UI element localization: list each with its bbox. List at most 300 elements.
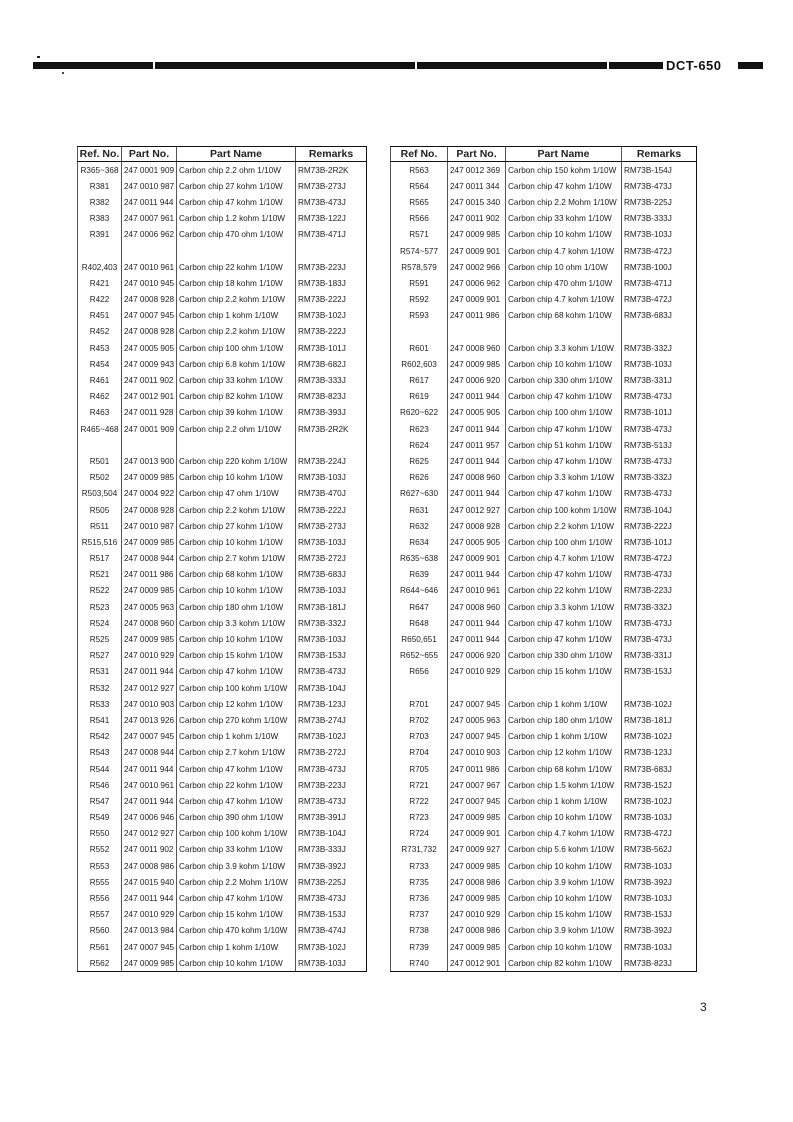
part-no-cell: 247 0009 985 — [448, 858, 506, 874]
part-no-cell: 247 0001 909 — [122, 162, 177, 179]
part-no-cell: 247 0010 945 — [122, 275, 177, 291]
table-row — [391, 470, 697, 486]
remarks-cell: RM73B-513J — [622, 437, 697, 453]
table-row — [78, 777, 367, 793]
table-row — [78, 761, 367, 777]
table-row — [78, 162, 367, 179]
table-row — [78, 453, 367, 469]
column-header-remarks: Remarks — [622, 147, 697, 162]
table-row — [78, 664, 367, 680]
remarks-cell: RM73B-153J — [296, 648, 367, 664]
part-name-cell: Carbon chip 47 kohm 1/10W — [506, 389, 622, 405]
part-no-cell: 247 0011 944 — [122, 793, 177, 809]
ref-no-cell: R517 — [78, 551, 122, 567]
remarks-cell: RM73B-471J — [622, 275, 697, 291]
remarks-cell: RM73B-103J — [622, 890, 697, 906]
part-no-cell: 247 0010 929 — [448, 907, 506, 923]
part-no-cell: 247 0011 928 — [122, 405, 177, 421]
table-row — [391, 567, 697, 583]
table-row — [391, 389, 697, 405]
part-no-cell: 247 0009 985 — [448, 356, 506, 372]
table-row — [391, 211, 697, 227]
part-name-cell: Carbon chip 100 ohm 1/10W — [506, 534, 622, 550]
part-name-cell: Carbon chip 1 kohm 1/10W — [506, 793, 622, 809]
part-name-cell: Carbon chip 1 kohm 1/10W — [177, 939, 296, 955]
part-name-cell — [506, 680, 622, 696]
remarks-cell: RM73B-103J — [296, 583, 367, 599]
table-row — [391, 826, 697, 842]
table-row — [78, 275, 367, 291]
part-name-cell: Carbon chip 10 kohm 1/10W — [177, 583, 296, 599]
ref-no-cell: R550 — [78, 826, 122, 842]
table-row — [78, 227, 367, 243]
part-no-cell: 247 0011 944 — [448, 453, 506, 469]
part-no-cell: 247 0008 928 — [448, 518, 506, 534]
part-no-cell: 247 0013 984 — [122, 923, 177, 939]
table-row — [78, 810, 367, 826]
table-row — [78, 259, 367, 275]
part-no-cell: 247 0004 922 — [122, 486, 177, 502]
part-name-cell: Carbon chip 47 kohm 1/10W — [506, 421, 622, 437]
ref-no-cell: R461 — [78, 372, 122, 388]
ref-no-cell: R704 — [391, 745, 448, 761]
remarks-cell: RM73B-274J — [296, 712, 367, 728]
table-row — [391, 745, 697, 761]
remarks-cell: RM73B-104J — [296, 680, 367, 696]
ref-no-cell: R617 — [391, 372, 448, 388]
ref-no-cell: R740 — [391, 955, 448, 972]
part-name-cell: Carbon chip 330 ohm 1/10W — [506, 372, 622, 388]
table-row — [78, 502, 367, 518]
ref-no-cell: R557 — [78, 907, 122, 923]
table-row — [78, 194, 367, 210]
ref-no-cell: R546 — [78, 777, 122, 793]
part-name-cell: Carbon chip 3.9 kohm 1/10W — [506, 874, 622, 890]
table-row — [78, 534, 367, 550]
remarks-cell: RM73B-223J — [622, 583, 697, 599]
part-no-cell: 247 0011 944 — [122, 664, 177, 680]
part-no-cell — [122, 437, 177, 453]
remarks-cell: RM73B-102J — [296, 729, 367, 745]
part-name-cell: Carbon chip 6.8 kohm 1/10W — [177, 356, 296, 372]
ref-no-cell: R541 — [78, 712, 122, 728]
table-row — [78, 470, 367, 486]
part-name-cell: Carbon chip 390 ohm 1/10W — [177, 810, 296, 826]
part-no-cell: 247 0009 901 — [448, 292, 506, 308]
ref-no-cell: R502 — [78, 470, 122, 486]
part-name-cell: Carbon chip 3.3 kohm 1/10W — [506, 470, 622, 486]
part-no-cell: 247 0010 903 — [448, 745, 506, 761]
part-no-cell: 247 0010 961 — [122, 777, 177, 793]
part-no-cell — [448, 680, 506, 696]
part-name-cell: Carbon chip 1 kohm 1/10W — [177, 729, 296, 745]
remarks-cell: RM73B-472J — [622, 292, 697, 308]
table-row — [391, 858, 697, 874]
ref-no-cell: R532 — [78, 680, 122, 696]
table-row — [78, 729, 367, 745]
part-name-cell: Carbon chip 47 kohm 1/10W — [177, 194, 296, 210]
remarks-cell: RM73B-473J — [622, 421, 697, 437]
ref-no-cell: R738 — [391, 923, 448, 939]
part-no-cell: 247 0012 369 — [448, 162, 506, 179]
part-no-cell: 247 0009 901 — [448, 826, 506, 842]
part-no-cell: 247 0001 909 — [122, 421, 177, 437]
part-name-cell: Carbon chip 47 kohm 1/10W — [177, 664, 296, 680]
table-row — [391, 356, 697, 372]
remarks-cell: RM73B-152J — [622, 777, 697, 793]
table-row — [391, 178, 697, 194]
ref-no-cell: R524 — [78, 615, 122, 631]
ref-no-cell: R565 — [391, 194, 448, 210]
part-no-cell: 247 0009 985 — [122, 631, 177, 647]
remarks-cell: RM73B-103J — [296, 631, 367, 647]
ref-no-cell: R601 — [391, 340, 448, 356]
table-row — [78, 389, 367, 405]
table-row — [391, 777, 697, 793]
ref-no-cell: R522 — [78, 583, 122, 599]
ref-no-cell: R634 — [391, 534, 448, 550]
remarks-cell: RM73B-682J — [296, 356, 367, 372]
ref-no-cell: R705 — [391, 761, 448, 777]
remarks-cell: RM73B-154J — [622, 162, 697, 179]
part-no-cell: 247 0011 986 — [122, 567, 177, 583]
part-no-cell: 247 0009 985 — [448, 939, 506, 955]
table-row — [78, 551, 367, 567]
part-no-cell: 247 0010 961 — [448, 583, 506, 599]
ref-no-cell: R656 — [391, 664, 448, 680]
table-row — [78, 615, 367, 631]
part-name-cell: Carbon chip 27 kohm 1/10W — [177, 178, 296, 194]
part-no-cell: 247 0011 902 — [448, 211, 506, 227]
part-name-cell — [177, 243, 296, 259]
ref-no-cell: R462 — [78, 389, 122, 405]
remarks-cell: RM73B-123J — [296, 696, 367, 712]
part-name-cell: Carbon chip 22 kohm 1/10W — [177, 777, 296, 793]
part-no-cell: 247 0009 901 — [448, 551, 506, 567]
ref-no-cell: R619 — [391, 389, 448, 405]
ref-no-cell: R626 — [391, 470, 448, 486]
table-row — [391, 534, 697, 550]
remarks-cell: RM73B-102J — [296, 308, 367, 324]
ref-no-cell: R723 — [391, 810, 448, 826]
part-no-cell: 247 0008 928 — [122, 292, 177, 308]
remarks-cell: RM73B-2R2K — [296, 162, 367, 179]
remarks-cell: RM73B-332J — [622, 340, 697, 356]
part-name-cell: Carbon chip 100 kohm 1/10W — [177, 826, 296, 842]
table-row — [391, 664, 697, 680]
part-no-cell: 247 0015 340 — [448, 194, 506, 210]
table-row — [78, 939, 367, 955]
ref-no-cell: R552 — [78, 842, 122, 858]
part-no-cell: 247 0007 967 — [448, 777, 506, 793]
table-row — [391, 890, 697, 906]
remarks-cell: RM73B-222J — [622, 518, 697, 534]
part-no-cell: 247 0011 986 — [448, 308, 506, 324]
table-row — [391, 680, 697, 696]
table-row — [391, 712, 697, 728]
ref-no-cell: R511 — [78, 518, 122, 534]
table-row — [391, 340, 697, 356]
column-header-part-no: Part No. — [448, 147, 506, 162]
part-no-cell: 247 0010 961 — [122, 259, 177, 275]
page-number: 3 — [700, 1000, 707, 1014]
ref-no-cell — [391, 680, 448, 696]
part-no-cell: 247 0011 944 — [122, 761, 177, 777]
part-name-cell: Carbon chip 2.2 kohm 1/10W — [177, 292, 296, 308]
part-name-cell: Carbon chip 100 kohm 1/10W — [177, 680, 296, 696]
table-row — [78, 858, 367, 874]
part-no-cell: 247 0012 901 — [122, 389, 177, 405]
table-row — [78, 211, 367, 227]
ref-no-cell: R733 — [391, 858, 448, 874]
remarks-cell — [622, 680, 697, 696]
remarks-cell: RM73B-393J — [296, 405, 367, 421]
header-rule — [33, 62, 663, 69]
model-title: DCT-650 — [666, 58, 722, 73]
table-row — [78, 923, 367, 939]
table-row — [78, 599, 367, 615]
part-name-cell: Carbon chip 220 kohm 1/10W — [177, 453, 296, 469]
table-row — [78, 680, 367, 696]
part-no-cell: 247 0008 960 — [448, 599, 506, 615]
part-no-cell: 247 0007 945 — [122, 308, 177, 324]
part-no-cell: 247 0008 960 — [448, 470, 506, 486]
part-name-cell: Carbon chip 15 kohm 1/10W — [177, 907, 296, 923]
ref-no-cell: R571 — [391, 227, 448, 243]
part-no-cell: 247 0012 927 — [122, 680, 177, 696]
table-row — [391, 793, 697, 809]
part-name-cell: Carbon chip 2.2 kohm 1/10W — [177, 324, 296, 340]
part-no-cell: 247 0009 985 — [448, 810, 506, 826]
part-no-cell: 247 0011 944 — [122, 194, 177, 210]
table-row — [78, 874, 367, 890]
ref-no-cell: R505 — [78, 502, 122, 518]
column-header-part-name: Part Name — [506, 147, 622, 162]
table-row — [391, 761, 697, 777]
table-row — [78, 486, 367, 502]
part-no-cell: 247 0007 945 — [122, 729, 177, 745]
part-name-cell: Carbon chip 82 kohm 1/10W — [177, 389, 296, 405]
part-no-cell: 247 0011 944 — [448, 631, 506, 647]
part-no-cell: 247 0009 985 — [448, 227, 506, 243]
header-rule-tail — [738, 62, 763, 69]
part-name-cell: Carbon chip 68 kohm 1/10W — [506, 308, 622, 324]
part-name-cell: Carbon chip 22 kohm 1/10W — [506, 583, 622, 599]
ref-no-cell: R454 — [78, 356, 122, 372]
column-header-ref: Ref No. — [391, 147, 448, 162]
table-row — [391, 874, 697, 890]
part-name-cell: Carbon chip 15 kohm 1/10W — [506, 664, 622, 680]
remarks-cell — [296, 243, 367, 259]
table-row — [391, 437, 697, 453]
remarks-cell: RM73B-474J — [296, 923, 367, 939]
part-name-cell: Carbon chip 68 kohm 1/10W — [506, 761, 622, 777]
part-name-cell: Carbon chip 47 kohm 1/10W — [177, 761, 296, 777]
part-name-cell: Carbon chip 5.6 kohm 1/10W — [506, 842, 622, 858]
part-name-cell: Carbon chip 1 kohm 1/10W — [177, 308, 296, 324]
part-name-cell: Carbon chip 12 kohm 1/10W — [506, 745, 622, 761]
part-no-cell: 247 0009 985 — [122, 955, 177, 972]
part-name-cell: Carbon chip 2.2 kohm 1/10W — [506, 518, 622, 534]
part-no-cell: 247 0008 928 — [122, 502, 177, 518]
remarks-cell: RM73B-473J — [296, 793, 367, 809]
part-no-cell: 247 0007 945 — [448, 696, 506, 712]
part-no-cell: 247 0009 985 — [122, 534, 177, 550]
remarks-cell: RM73B-273J — [296, 518, 367, 534]
remarks-cell: RM73B-104J — [622, 502, 697, 518]
part-no-cell: 247 0011 944 — [448, 486, 506, 502]
ref-no-cell: R525 — [78, 631, 122, 647]
part-no-cell: 247 0011 902 — [122, 842, 177, 858]
part-name-cell: Carbon chip 47 kohm 1/10W — [506, 178, 622, 194]
table-row — [78, 907, 367, 923]
table-row — [391, 372, 697, 388]
table-row — [78, 405, 367, 421]
remarks-cell: RM73B-392J — [622, 874, 697, 890]
table-row — [391, 551, 697, 567]
ref-no-cell — [78, 437, 122, 453]
part-no-cell: 247 0006 962 — [448, 275, 506, 291]
part-name-cell: Carbon chip 1 kohm 1/10W — [506, 729, 622, 745]
table-row — [78, 826, 367, 842]
remarks-cell: RM73B-333J — [296, 842, 367, 858]
column-header-remarks: Remarks — [296, 147, 367, 162]
table-row — [78, 583, 367, 599]
remarks-cell: RM73B-100J — [622, 259, 697, 275]
part-name-cell: Carbon chip 10 kohm 1/10W — [177, 631, 296, 647]
part-no-cell: 247 0009 985 — [122, 470, 177, 486]
part-no-cell: 247 0007 945 — [448, 729, 506, 745]
part-name-cell: Carbon chip 3.9 kohm 1/10W — [506, 923, 622, 939]
remarks-cell: RM73B-181J — [296, 599, 367, 615]
part-name-cell: Carbon chip 100 kohm 1/10W — [506, 502, 622, 518]
part-no-cell: 247 0013 926 — [122, 712, 177, 728]
remarks-cell: RM73B-103J — [296, 470, 367, 486]
part-no-cell: 247 0005 905 — [448, 534, 506, 550]
ref-no-cell: R503,504 — [78, 486, 122, 502]
part-no-cell: 247 0012 901 — [448, 955, 506, 972]
part-no-cell: 247 0010 929 — [448, 664, 506, 680]
part-name-cell: Carbon chip 27 kohm 1/10W — [177, 518, 296, 534]
ref-no-cell: R591 — [391, 275, 448, 291]
part-name-cell: Carbon chip 39 kohm 1/10W — [177, 405, 296, 421]
ref-no-cell: R452 — [78, 324, 122, 340]
part-name-cell: Carbon chip 3.3 kohm 1/10W — [177, 615, 296, 631]
remarks-cell: RM73B-473J — [622, 389, 697, 405]
part-no-cell: 247 0011 944 — [448, 421, 506, 437]
ref-no-cell: R722 — [391, 793, 448, 809]
ref-no-cell: R566 — [391, 211, 448, 227]
table-row — [391, 810, 697, 826]
ref-no-cell: R701 — [391, 696, 448, 712]
part-name-cell: Carbon chip 100 ohm 1/10W — [177, 340, 296, 356]
ref-no-cell: R521 — [78, 567, 122, 583]
remarks-cell: RM73B-472J — [622, 826, 697, 842]
ref-no-cell: R702 — [391, 712, 448, 728]
table-row — [391, 631, 697, 647]
ref-no-cell: R515,516 — [78, 534, 122, 550]
ref-no-cell: R647 — [391, 599, 448, 615]
table-row — [78, 955, 367, 972]
part-no-cell: 247 0008 986 — [448, 923, 506, 939]
part-name-cell: Carbon chip 470 ohm 1/10W — [506, 275, 622, 291]
part-name-cell: Carbon chip 33 kohm 1/10W — [177, 372, 296, 388]
ref-no-cell: R422 — [78, 292, 122, 308]
remarks-cell: RM73B-222J — [296, 502, 367, 518]
part-name-cell: Carbon chip 33 kohm 1/10W — [177, 842, 296, 858]
ref-no-cell: R543 — [78, 745, 122, 761]
remarks-cell: RM73B-473J — [622, 567, 697, 583]
column-header-part-no: Part No. — [122, 147, 177, 162]
remarks-cell: RM73B-153J — [296, 907, 367, 923]
part-name-cell: Carbon chip 180 ohm 1/10W — [506, 712, 622, 728]
remarks-cell — [622, 324, 697, 340]
part-no-cell: 247 0008 960 — [122, 615, 177, 631]
ref-no-cell: R381 — [78, 178, 122, 194]
remarks-cell: RM73B-823J — [622, 955, 697, 972]
part-name-cell: Carbon chip 180 ohm 1/10W — [177, 599, 296, 615]
ref-no-cell: R561 — [78, 939, 122, 955]
remarks-cell: RM73B-103J — [296, 534, 367, 550]
ref-no-cell: R564 — [391, 178, 448, 194]
ref-no-cell: R421 — [78, 275, 122, 291]
part-name-cell: Carbon chip 68 kohm 1/10W — [177, 567, 296, 583]
part-name-cell: Carbon chip 47 kohm 1/10W — [506, 453, 622, 469]
part-name-cell: Carbon chip 4.7 kohm 1/10W — [506, 551, 622, 567]
remarks-cell: RM73B-222J — [296, 292, 367, 308]
remarks-cell: RM73B-225J — [296, 874, 367, 890]
remarks-cell: RM73B-103J — [622, 356, 697, 372]
column-header-ref: Ref. No. — [78, 147, 122, 162]
part-no-cell: 247 0009 901 — [448, 243, 506, 259]
part-name-cell: Carbon chip 10 kohm 1/10W — [506, 227, 622, 243]
table-row — [391, 292, 697, 308]
ref-no-cell: R652~655 — [391, 648, 448, 664]
remarks-cell: RM73B-103J — [622, 810, 697, 826]
part-no-cell: 247 0011 344 — [448, 178, 506, 194]
table-row — [78, 712, 367, 728]
ref-no-cell: R562 — [78, 955, 122, 972]
table-row — [391, 955, 697, 972]
part-no-cell — [122, 243, 177, 259]
table-row — [391, 194, 697, 210]
remarks-cell: RM73B-153J — [622, 664, 697, 680]
table-row — [78, 340, 367, 356]
part-name-cell: Carbon chip 12 kohm 1/10W — [177, 696, 296, 712]
part-no-cell: 247 0006 920 — [448, 648, 506, 664]
remarks-cell: RM73B-101J — [622, 405, 697, 421]
part-name-cell: Carbon chip 1.5 kohm 1/10W — [506, 777, 622, 793]
part-no-cell: 247 0006 962 — [122, 227, 177, 243]
part-no-cell: 247 0007 945 — [122, 939, 177, 955]
table-row — [391, 308, 697, 324]
part-name-cell: Carbon chip 47 kohm 1/10W — [506, 615, 622, 631]
part-name-cell: Carbon chip 2.2 ohm 1/10W — [177, 421, 296, 437]
table-row — [78, 421, 367, 437]
remarks-cell: RM73B-101J — [296, 340, 367, 356]
remarks-cell: RM73B-102J — [296, 939, 367, 955]
table-row — [391, 923, 697, 939]
part-no-cell: 247 0011 944 — [448, 615, 506, 631]
remarks-cell: RM73B-224J — [296, 453, 367, 469]
ref-no-cell: R721 — [391, 777, 448, 793]
part-no-cell: 247 0007 945 — [448, 793, 506, 809]
part-name-cell: Carbon chip 10 kohm 1/10W — [506, 939, 622, 955]
part-no-cell: 247 0011 944 — [448, 567, 506, 583]
part-name-cell: Carbon chip 51 kohm 1/10W — [506, 437, 622, 453]
remarks-cell: RM73B-332J — [622, 470, 697, 486]
part-name-cell: Carbon chip 3.3 kohm 1/10W — [506, 599, 622, 615]
